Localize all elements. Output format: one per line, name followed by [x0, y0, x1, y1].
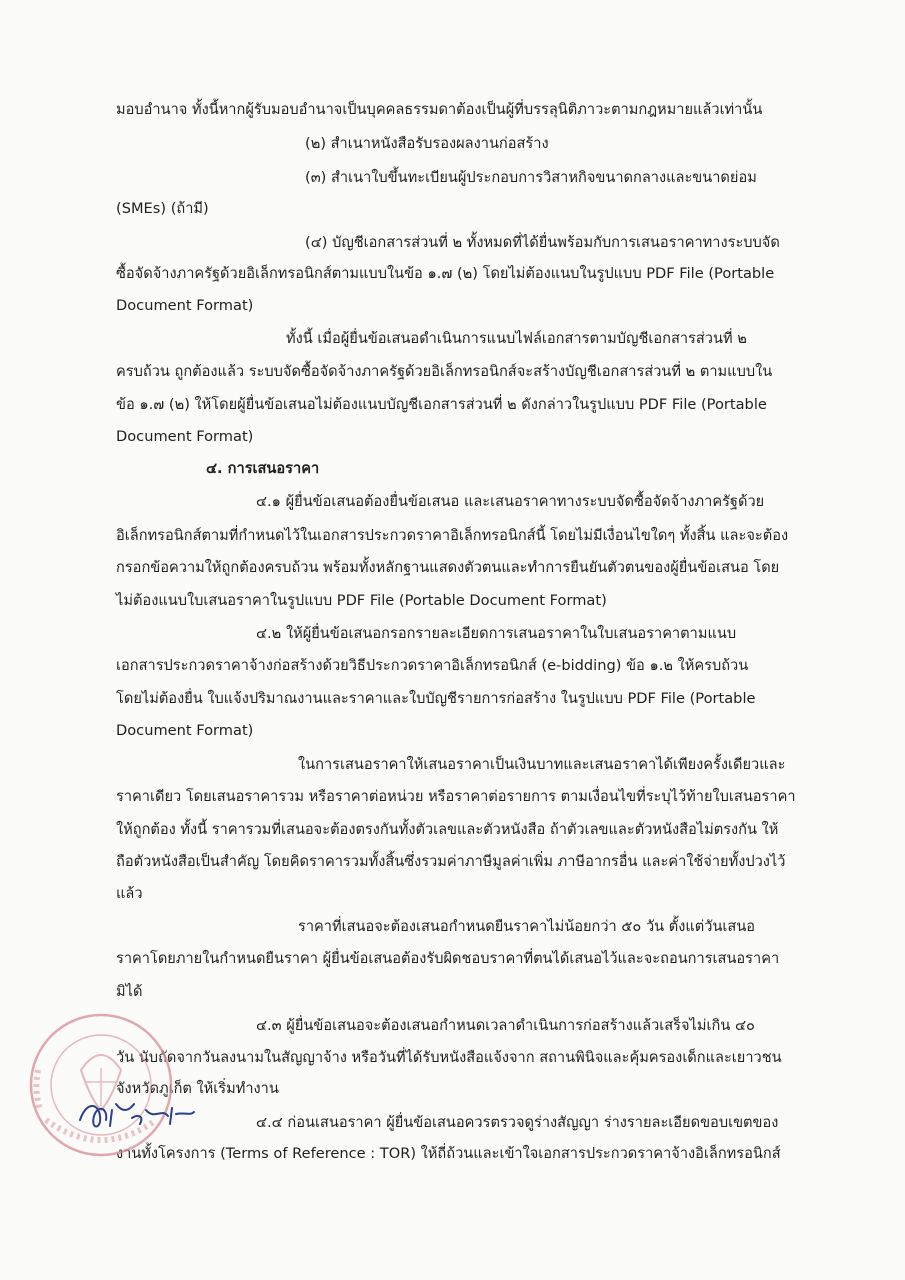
text-line: ราคาเดียว โดยเสนอราคารวม หรือราคาต่อหน่วย หรือราคาต่อรายการ ตามเงื่อนไขที่ระบุไว้ท้ายใบเสนอราคา	[116, 788, 796, 805]
text-line: กรอกข้อความให้ถูกต้องครบถ้วน พร้อมทั้งหลักฐานแสดงตัวตนและทำการยืนยันตัวตนของผู้ยื่นข้อเสนอ โดย	[116, 559, 780, 576]
text-line: มิได้	[116, 983, 143, 1000]
text-line: Document Format)	[116, 428, 254, 445]
text-line: ให้ถูกต้อง ทั้งนี้ ราคารวมที่เสนอจะต้องตรงกันทั้งตัวเลขและตัวหนังสือ ถ้าตัวเลขและตัวหนังสือไม่ตรงกัน ให้	[116, 821, 779, 838]
text-line: อิเล็กทรอนิกส์ตามที่กำหนดไว้ในเอกสารประกวดราคาอิเล็กทรอนิกส์นี้ โดยไม่มีเงื่อนไขใดๆ ทั้งสิ้น และจะต้อง	[116, 527, 789, 544]
text-line: ไม่ต้องแนบใบเสนอราคาในรูปแบบ PDF File (Portable Document Format)	[116, 592, 607, 609]
text-line: ๔.๑ ผู้ยื่นข้อเสนอต้องยื่นข้อเสนอ และเสนอราคาทางระบบจัดซื้อจัดจ้างภาครัฐด้วย	[256, 493, 765, 510]
text-line: ซื้อจัดจ้างภาครัฐด้วยอิเล็กทรอนิกส์ตามแบบในข้อ ๑.๗ (๒) โดยไม่ต้องแนบในรูปแบบ PDF File (Portable	[116, 265, 775, 282]
text-line: ๔.๓ ผู้ยื่นข้อเสนอจะต้องเสนอกำหนดเวลาดำเนินการก่อสร้างแล้วเสร็จไม่เกิน ๔๐	[256, 1017, 755, 1034]
text-line: ๔.๒ ให้ผู้ยื่นข้อเสนอกรอกรายละเอียดการเสนอราคาในใบเสนอราคาตามแนบ	[256, 625, 737, 642]
text-line: ถือตัวหนังสือเป็นสำคัญ โดยคิดราคารวมทั้งสิ้นซึ่งรวมค่าภาษีมูลค่าเพิ่ม ภาษีอากรอื่น และค่าใช้จ่ายทั้งปวงไว้	[116, 853, 786, 870]
text-line: มอบอำนาจ ทั้งนี้หากผู้รับมอบอำนาจเป็นบุคคลธรรมดาต้องเป็นผู้ที่บรรลุนิติภาวะตามกฎหมายแล้วเท่านั้น	[116, 101, 763, 118]
text-line: วัน นับถัดจากวันลงนามในสัญญาจ้าง หรือวันที่ได้รับหนังสือแจ้งจาก สถานพินิจและคุ้มครองเด็กและเยาวชน	[116, 1049, 782, 1066]
handwritten-signature	[76, 1090, 196, 1140]
text-line: จังหวัดภูเก็ต ให้เริ่มทำงาน	[116, 1080, 279, 1097]
text-line: Document Format)	[116, 722, 254, 739]
text-line: ทั้งนี้ เมื่อผู้ยื่นข้อเสนอดำเนินการแนบไฟล์เอกสารตามบัญชีเอกสารส่วนที่ ๒	[286, 330, 747, 347]
text-line: (๒) สำเนาหนังสือรับรองผลงานก่อสร้าง	[305, 135, 549, 152]
text-line: งานทั้งโครงการ (Terms of Reference : TOR) ให้ถี่ถ้วนและเข้าใจเอกสารประกวดราคาจ้างอิเล็กทรอนิกส์	[116, 1145, 781, 1162]
text-line: Document Format)	[116, 297, 254, 314]
text-line: โดยไม่ต้องยื่น ใบแจ้งปริมาณงานและราคาและใบบัญชีรายการก่อสร้าง ในรูปแบบ PDF File (Portable	[116, 690, 756, 707]
text-line: (๓) สำเนาใบขึ้นทะเบียนผู้ประกอบการวิสาหกิจขนาดกลางและขนาดย่อม	[305, 169, 757, 186]
text-line: ข้อ ๑.๗ (๒) ให้โดยผู้ยื่นข้อเสนอไม่ต้องแนบบัญชีเอกสารส่วนที่ ๒ ดังกล่าวในรูปแบบ PDF File (Portable	[116, 396, 767, 413]
section-heading: ๔. การเสนอราคา	[206, 460, 320, 477]
text-line: ครบถ้วน ถูกต้องแล้ว ระบบจัดซื้อจัดจ้างภาครัฐด้วยอิเล็กทรอนิกส์จะสร้างบัญชีเอกสารส่วนที่ ๒ ตามแบบใน	[116, 363, 773, 380]
text-line: ในการเสนอราคาให้เสนอราคาเป็นเงินบาทและเสนอราคาได้เพียงครั้งเดียวและ	[298, 756, 786, 773]
text-line: (๔) บัญชีเอกสารส่วนที่ ๒ ทั้งหมดที่ได้ยื่นพร้อมกับการเสนอราคาทางระบบจัด	[305, 234, 780, 251]
text-line: (SMEs) (ถ้ามี)	[116, 200, 209, 217]
text-line: เอกสารประกวดราคาจ้างก่อสร้างด้วยวิธีประกวดราคาอิเล็กทรอนิกส์ (e-bidding) ข้อ ๑.๒ ให้ครบถ้วน	[116, 657, 749, 674]
text-line: ๔.๔ ก่อนเสนอราคา ผู้ยื่นข้อเสนอควรตรวจดูร่างสัญญา ร่างรายละเอียดขอบเขตของ	[256, 1114, 779, 1131]
text-line: ราคาที่เสนอจะต้องเสนอกำหนดยืนราคาไม่น้อยกว่า ๕๐ วัน ตั้งแต่วันเสนอ	[298, 918, 756, 935]
text-line: ราคาโดยภายในกำหนดยืนราคา ผู้ยื่นข้อเสนอต้องรับผิดชอบราคาที่ตนได้เสนอไว้และจะถอนการเสนอราคา	[116, 950, 780, 967]
text-line: แล้ว	[116, 885, 143, 902]
